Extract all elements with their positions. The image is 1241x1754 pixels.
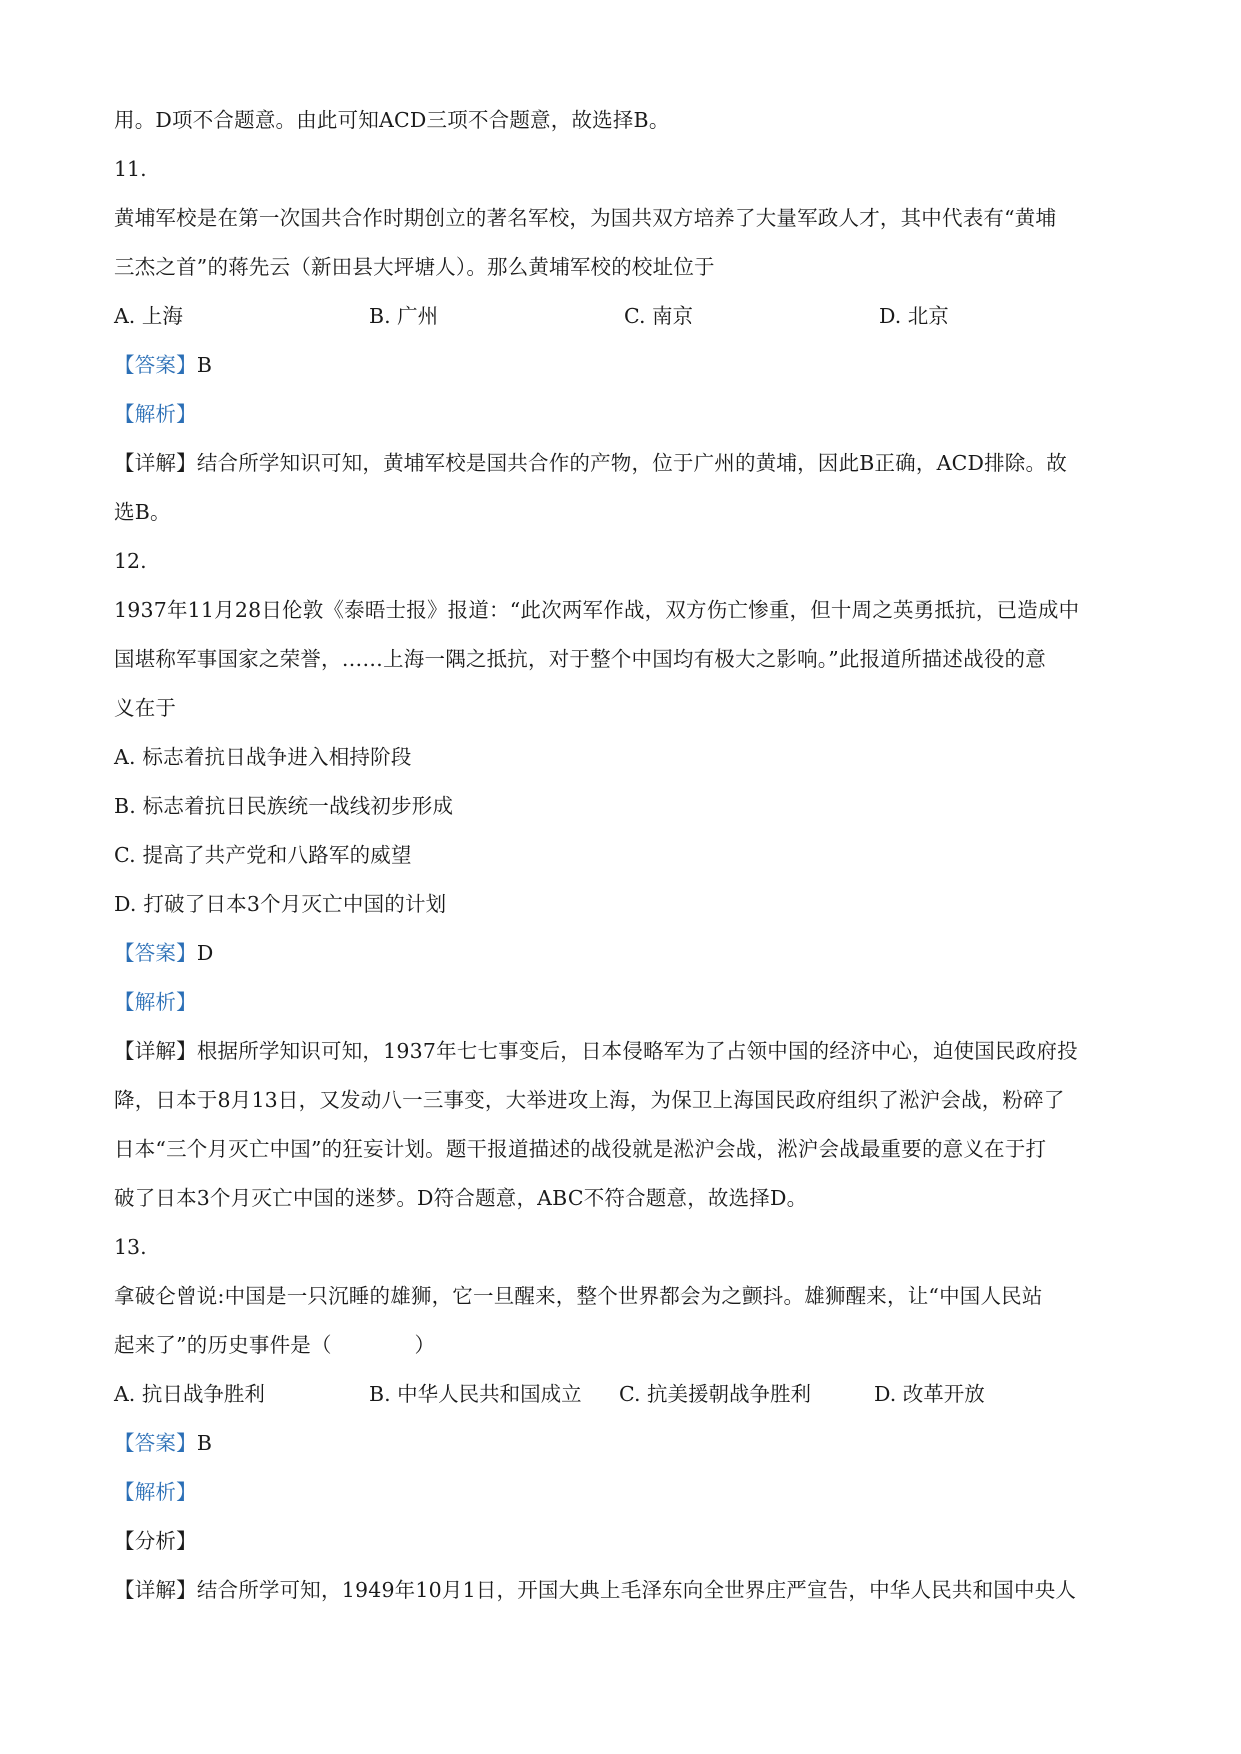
answer-line <box>114 929 1124 978</box>
analysis-line <box>114 978 1124 1027</box>
analysis-line <box>114 1468 1124 1517</box>
detail-tag: 【详解】 <box>114 1578 197 1602</box>
question-11 <box>114 145 1124 537</box>
analysis-tag: 【解析】 <box>114 1480 197 1504</box>
answer-line <box>114 1419 1124 1468</box>
answer-tag: 【答案】 <box>114 353 197 377</box>
detail-line <box>114 1027 1124 1076</box>
analysis-line <box>114 390 1124 439</box>
analysis-tag: 【解析】 <box>114 990 197 1014</box>
detail-tag: 【详解】 <box>114 451 197 475</box>
intro-line: 用。D项不合题意。由此可知ACD三项不合题意，故选择B。 <box>114 108 670 132</box>
detail-line: 降，日本于8月13日，又发动八一三事变，大举进攻上海，为保卫上海国民政府组织了淞沪会战，粉碎了 <box>114 1088 1065 1112</box>
option-b: B. 中华人民共和国成立 <box>369 1382 582 1406</box>
detail-line: 选B。 <box>114 500 171 524</box>
question-number: 11. <box>114 157 147 181</box>
question-stem-line: 三杰之首”的蒋先云（新田县大坪塘人）。那么黄埔军校的校址位于 <box>114 255 715 279</box>
answer-tag: 【答案】 <box>114 941 197 965</box>
option-b: B. 广州 <box>369 304 439 328</box>
option-row <box>114 292 1124 341</box>
question-12 <box>114 537 1124 1223</box>
option-d: D. 北京 <box>879 304 949 328</box>
option-a: A. 抗日战争胜利 <box>114 1382 265 1406</box>
detail-text: 结合所学可知，1949年10月1日，开国大典上毛泽东向全世界庄严宣告，中华人民共和国中央人 <box>196 1578 1077 1602</box>
analysis-tag: 【解析】 <box>114 402 197 426</box>
option-d: D. 改革开放 <box>874 1382 985 1406</box>
detail-tag: 【详解】 <box>114 1039 197 1063</box>
detail-line <box>114 439 1124 488</box>
detail-text: 根据所学知识可知，1937年七七事变后，日本侵略军为了占领中国的经济中心，迫使国民政府投 <box>196 1039 1078 1063</box>
detail-text: 结合所学知识可知，黄埔军校是国共合作的产物，位于广州的黄埔，因此B正确，ACD排除。故 <box>196 451 1067 475</box>
question-stem-line: 1937年11月28日伦敦《泰晤士报》报道：“此次两军作战，双方伤亡惨重，但十周之英勇抵抗，已造成中 <box>114 598 1080 622</box>
answer-tag: 【答案】 <box>114 1431 197 1455</box>
option-c: C. 抗美援朝战争胜利 <box>619 1382 811 1406</box>
option-a: A. 上海 <box>114 304 183 328</box>
question-stem-line: 黄埔军校是在第一次国共合作时期创立的著名军校，为国共双方培养了大量军政人才，其中代表有“黄埔 <box>114 206 1057 230</box>
option-d: D. 打破了日本3个月灭亡中国的计划 <box>114 892 447 916</box>
option-row <box>114 1370 1124 1419</box>
page-content <box>114 96 1124 1615</box>
fenxi-tag: 【分析】 <box>114 1529 197 1553</box>
detail-line: 破了日本3个月灭亡中国的迷梦。D符合题意，ABC不符合题意，故选择D。 <box>114 1186 808 1210</box>
answer-line <box>114 341 1124 390</box>
question-stem-line: 起来了”的历史事件是（ ） <box>114 1333 436 1357</box>
option-a: A. 标志着抗日战争进入相持阶段 <box>114 745 412 769</box>
answer-value: D <box>196 941 214 965</box>
fenxi-line <box>114 1517 1124 1566</box>
question-13 <box>114 1223 1124 1615</box>
question-stem-line: 义在于 <box>114 696 177 720</box>
option-c: C. 南京 <box>624 304 693 328</box>
option-c: C. 提高了共产党和八路军的威望 <box>114 843 412 867</box>
option-b: B. 标志着抗日民族统一战线初步形成 <box>114 794 454 818</box>
detail-line: 日本“三个月灭亡中国”的狂妄计划。题干报道描述的战役就是淞沪会战，淞沪会战最重要的意义在于打 <box>114 1137 1047 1161</box>
answer-value: B <box>196 1431 213 1455</box>
detail-line <box>114 1566 1124 1615</box>
question-number: 12. <box>114 549 147 573</box>
question-stem-line: 拿破仑曾说:中国是一只沉睡的雄狮，它一旦醒来，整个世界都会为之颤抖。雄狮醒来，让“中国人民站 <box>114 1284 1043 1308</box>
answer-value: B <box>196 353 213 377</box>
question-number: 13. <box>114 1235 147 1259</box>
question-stem-line: 国堪称军事国家之荣誉，……上海一隅之抵抗，对于整个中国均有极大之影响。”此报道所描述战役的意 <box>114 647 1046 671</box>
